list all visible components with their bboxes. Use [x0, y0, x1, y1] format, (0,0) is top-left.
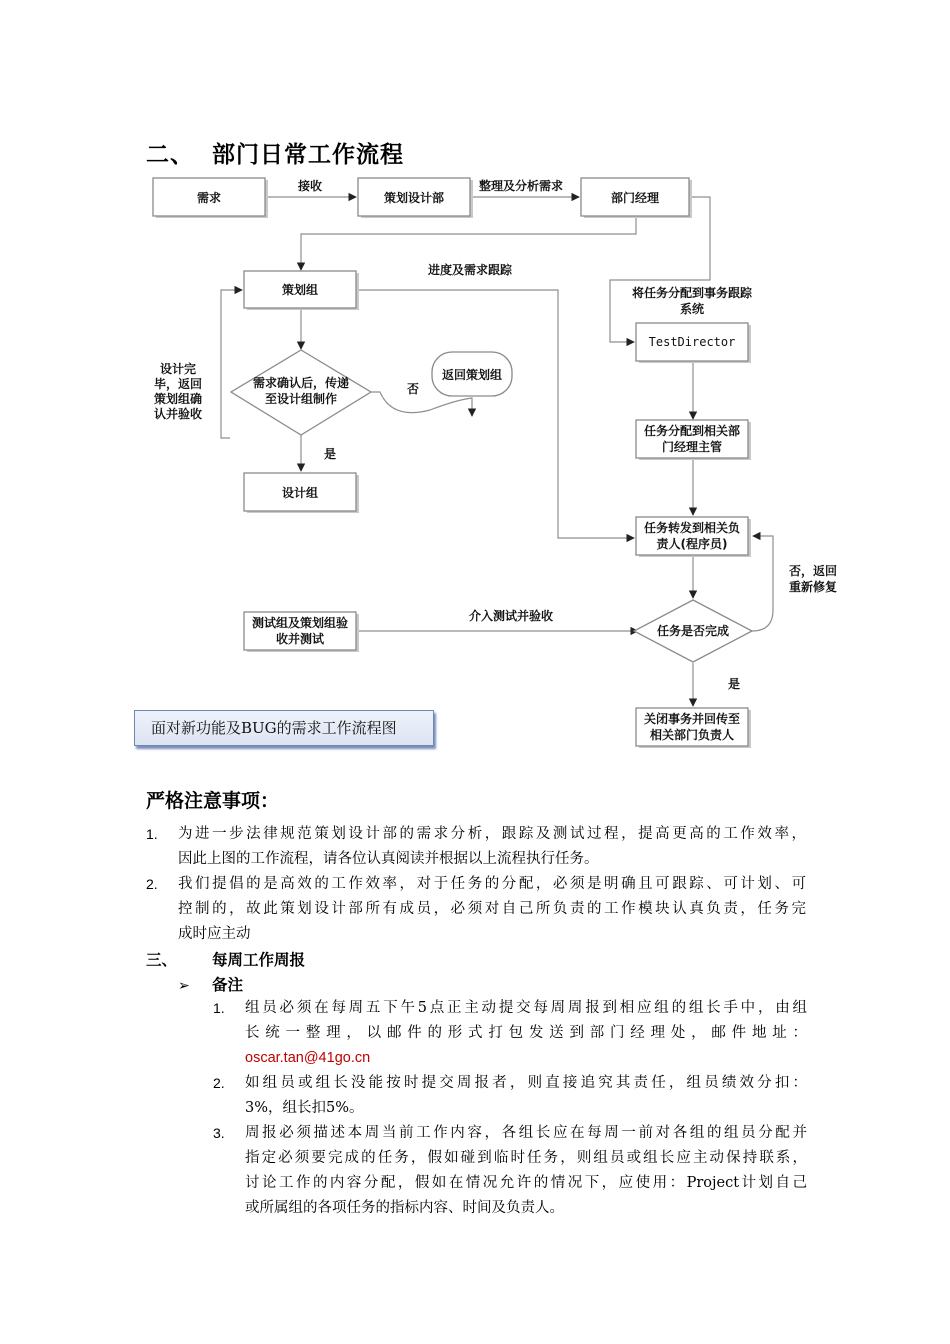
- weekly-report-list: [213, 996, 807, 1221]
- report-item-1-line2: 长统一整理，以邮件的形式打包发送到部门经理处，邮件地址：: [245, 1025, 807, 1041]
- label-yes-design: 是: [323, 447, 337, 461]
- label-yes-close: 是: [727, 677, 741, 691]
- node-demand: [153, 178, 268, 218]
- section-heading-3: [146, 948, 305, 970]
- node-assign-line2: 门经理主管: [661, 440, 723, 454]
- bullet-arrow-icon: ➢: [178, 978, 190, 994]
- node-assign-line1: 任务分配到相关部: [643, 424, 741, 438]
- node-design-group-label: 设计组: [281, 486, 319, 500]
- node-dept-manager: [581, 178, 692, 218]
- report-item-3: [213, 1121, 807, 1221]
- report-item-2: [213, 1071, 807, 1121]
- node-return-planning: [432, 352, 512, 396]
- list-number: 1.: [213, 1000, 225, 1016]
- label-no-fix-line1: 否，返回: [788, 564, 838, 578]
- node-close-transaction: [636, 708, 751, 748]
- node-planning-group-label: 策划组: [281, 283, 319, 297]
- email-address[interactable]: oscar.tan@41go.cn: [245, 1050, 371, 1066]
- node-confirm-decision: [231, 350, 371, 435]
- label-design-done-line4: 认并验收: [153, 407, 203, 421]
- list-number: 3.: [213, 1125, 225, 1141]
- list-number: 1.: [146, 826, 158, 842]
- section-number: 三、: [146, 951, 178, 969]
- arrow-manager-to-planning: [301, 216, 636, 270]
- label-design-done-line3: 策划组确: [153, 392, 203, 406]
- subsection-title: 备注: [212, 976, 244, 994]
- label-design-done-line1: 设计完: [159, 362, 197, 376]
- report-item-3-line4: 或所属组的各项任务的指标内容、时间及负责人。: [245, 1200, 564, 1216]
- node-close-line2: 相关部门负责人: [649, 728, 735, 742]
- report-item-3-line2: 指定必须要完成的任务，假如碰到临时任务，则组员或组长应主动保持联系，: [245, 1150, 807, 1166]
- node-return-planning-label: 返回策划组: [441, 368, 503, 382]
- notes-item-2: [146, 872, 806, 947]
- list-number: 2.: [213, 1075, 225, 1091]
- node-forward-programmer: [636, 517, 751, 557]
- arrow-progress-tracking: [358, 290, 634, 538]
- node-assign-manager: [636, 420, 751, 460]
- report-item-1: [213, 996, 807, 1071]
- node-task-done-label: 任务是否完成: [656, 624, 730, 638]
- report-item-3-line1: 周报必须描述本周当前工作内容，各组长应在每周一前对各组的组员分配并: [245, 1125, 807, 1141]
- subsection-heading: [178, 973, 243, 995]
- label-no: 否: [406, 382, 420, 396]
- node-dept-manager-label: 部门经理: [610, 191, 660, 205]
- report-item-2-line2: 3%，组长扣5%。: [245, 1100, 364, 1116]
- label-assign-system-line1: 将任务分配到事务跟踪: [631, 286, 753, 300]
- report-item-1-line1: 组员必须在每周五下午5点正主动提交每周周报到相应组的组长手中，由组: [245, 1000, 807, 1016]
- notes-item-1-line1: 为进一步法律规范策划设计部的需求分析，跟踪及测试过程，提高更高的工作效率，: [178, 826, 806, 842]
- node-forward-line2: 责人(程序员): [656, 537, 728, 551]
- node-planning-design-dept-label: 策划设计部: [383, 191, 445, 205]
- arrow-manager-to-testdirector: [610, 197, 710, 342]
- notes-item-1-line2: 因此上图的工作流程，请各位认真阅读并根据以上流程执行任务。: [178, 851, 599, 867]
- notes-item-1: [146, 822, 806, 872]
- section-title: 部门日常工作流程: [212, 142, 404, 168]
- report-item-3-line3: 讨论工作的内容分配，假如在情况允许的情况下，应使用：Project计划自己: [245, 1175, 807, 1191]
- notes-title: 严格注意事项：: [146, 790, 280, 812]
- node-design-group: [244, 473, 359, 513]
- notes-item-2-line2: 控制的，故此策划设计部所有成员，必须对自己所负责的工作模块认真负责，任务完: [178, 901, 806, 917]
- arrow-done-no-loop: [752, 536, 773, 631]
- section-title: 每周工作周报: [212, 951, 306, 969]
- section-number: 二、: [146, 142, 194, 168]
- node-task-done-decision: [634, 600, 752, 662]
- notes-item-2-line3: 成时应主动: [178, 926, 251, 942]
- label-design-done-line2: 毕，返回: [153, 377, 203, 391]
- list-number: 2.: [146, 876, 158, 892]
- label-no-fix-line2: 重新修复: [788, 580, 838, 594]
- node-planning-group: [244, 271, 359, 310]
- node-demand-label: 需求: [196, 191, 222, 205]
- node-planning-design-dept: [358, 178, 473, 218]
- node-test-group-line1: 测试组及策划组验: [251, 616, 349, 630]
- diagram-caption: 面对新功能及BUG的需求工作流程图: [134, 710, 434, 746]
- node-testdirector-label: TestDirector: [648, 335, 736, 349]
- label-receive: 接收: [297, 179, 323, 193]
- label-assign-system-line2: 系统: [679, 302, 705, 316]
- node-testdirector: [636, 323, 751, 363]
- label-progress-tracking: 进度及需求跟踪: [427, 263, 513, 277]
- report-item-2-line1: 如组员或组长没能按时提交周报者，则直接追究其责任，组员绩效分扣：: [245, 1075, 807, 1091]
- node-close-line1: 关闭事务并回传至: [643, 712, 741, 726]
- label-intervene-test: 介入测试并验收: [468, 609, 554, 623]
- node-forward-line1: 任务转发到相关负: [643, 521, 741, 535]
- label-organize-analyze: 整理及分析需求: [478, 179, 564, 193]
- decision-label-line1: 需求确认后，传递: [252, 376, 350, 390]
- notes-list: [146, 822, 806, 947]
- decision-label-line2: 至设计组制作: [264, 392, 338, 406]
- node-test-group-line2: 收并测试: [275, 632, 325, 646]
- node-test-group: [244, 612, 359, 652]
- notes-item-2-line1: 我们提倡的是高效的工作效率，对于任务的分配，必须是明确且可跟踪、可计划、可: [178, 876, 806, 892]
- arrow-design-back: [221, 290, 242, 438]
